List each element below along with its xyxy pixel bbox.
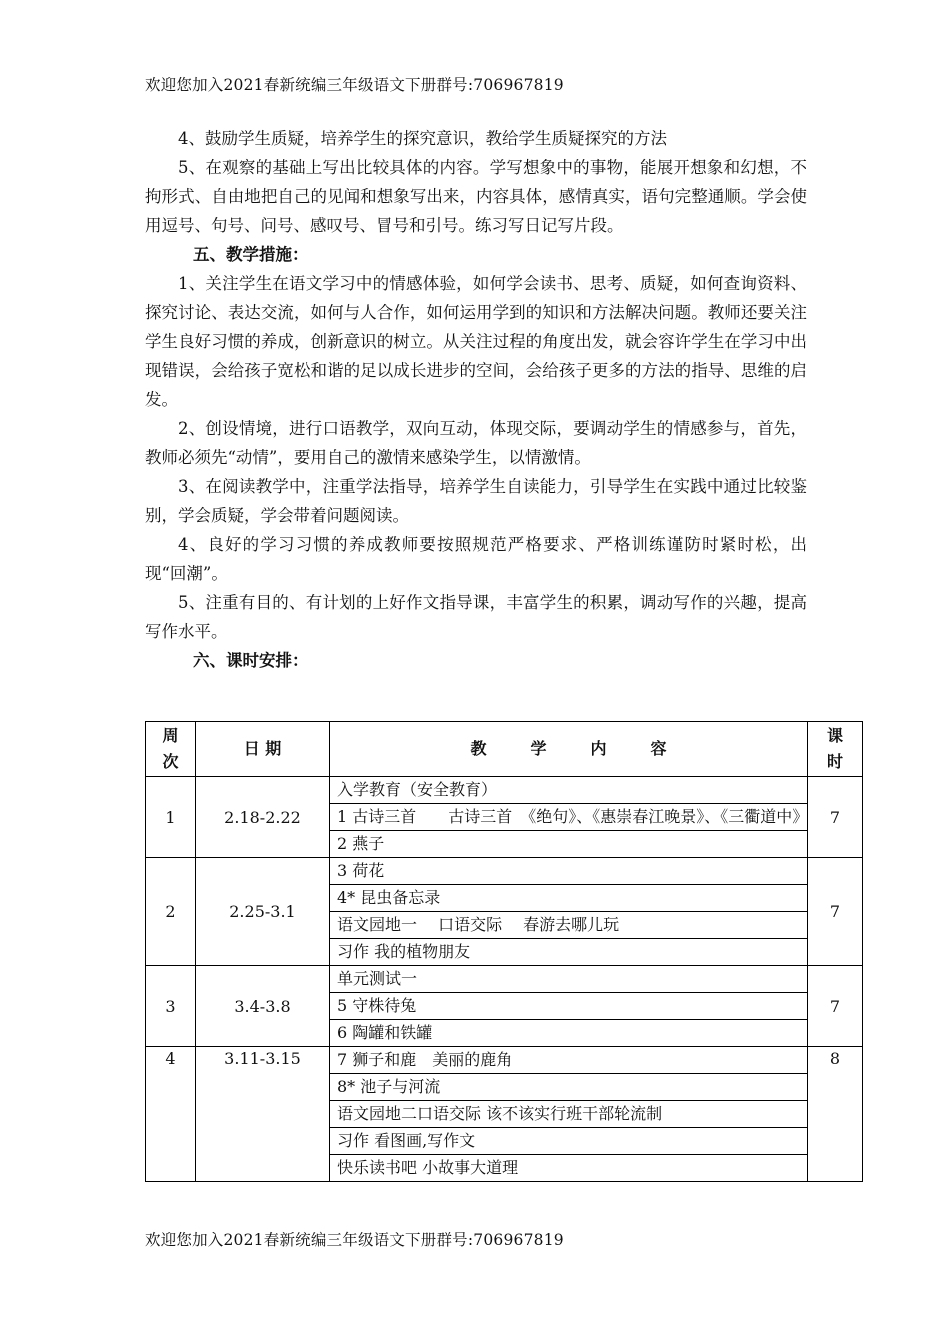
count-cell: 7 (808, 966, 863, 1047)
measure-paragraph-2: 2、创设情境，进行口语教学，双向互动，体现交际，要调动学生的情感参与，首先，教师必须先“动情”，要用自己的激情来感染学生，以情激情。 (145, 419, 807, 467)
content-item: 单元测试一 (330, 966, 808, 993)
date-cell: 2.18-2.22 (196, 777, 330, 858)
table-row (146, 1047, 863, 1074)
date-cell: 2.25-3.1 (196, 858, 330, 966)
goal-paragraph-4: 4、鼓励学生质疑，培养学生的探究意识，教给学生质疑探究的方法 (178, 129, 667, 148)
content-item: 4* 昆虫备忘录 (330, 885, 808, 912)
table-row (146, 966, 863, 993)
table-row (146, 858, 863, 885)
date-cell: 3.11-3.15 (196, 1047, 330, 1182)
table-header-row (146, 722, 863, 777)
document-body (145, 124, 807, 675)
week-cell: 2 (146, 858, 196, 966)
section-heading-measures: 五、教学措施： (193, 245, 309, 264)
content-item: 8* 池子与河流 (330, 1074, 808, 1101)
content-item: 5 守株待兔 (330, 993, 808, 1020)
goal-paragraph-5: 5、在观察的基础上写出比较具体的内容。学写想象中的事物，能展开想象和幻想，不拘形式、自由地把自己的见闻和想象写出来，内容具体，感情真实，语句完整通顺。学会使用逗号、句号、问号、感叹号、冒号和引号。练习写日记写片段。 (145, 158, 807, 235)
content-item: 6 陶罐和铁罐 (330, 1020, 808, 1047)
header-content: 教学内容 (330, 722, 808, 777)
content-item: 习作 看图画,写作文 (330, 1128, 808, 1155)
table-row (146, 777, 863, 804)
date-cell: 3.4-3.8 (196, 966, 330, 1047)
content-item: 3 荷花 (330, 858, 808, 885)
content-item: 2 燕子 (330, 831, 808, 858)
content-item: 快乐读书吧 小故事大道理 (330, 1155, 808, 1182)
count-cell: 7 (808, 777, 863, 858)
content-item: 7 狮子和鹿 美丽的鹿角 (330, 1047, 808, 1074)
header-date: 日 期 (196, 722, 330, 777)
content-item: 习作 我的植物朋友 (330, 939, 808, 966)
schedule-table (145, 721, 863, 1182)
week-cell: 4 (146, 1047, 196, 1182)
header-week: 周次 (146, 722, 196, 777)
measure-paragraph-4: 4、良好的学习习惯的养成教师要按照规范严格要求、严格训练谨防时紧时松，出现“回潮”。 (145, 535, 807, 583)
measure-paragraph-1: 1、关注学生在语文学习中的情感体验，如何学会读书、思考、质疑，如何查询资料、探究讨论、表达交流，如何与人合作，如何运用学到的知识和方法解决问题。教师还要关注学生良好习惯的养成，创新意识的树立。从关注过程的角度出发，就会容许学生在学习中出现错误，会给孩子宽松和谐的足以成长进步的空间，会给孩子更多的方法的指导、思维的启发。 (145, 274, 807, 409)
measure-paragraph-5: 5、注重有目的、有计划的上好作文指导课，丰富学生的积累，调动写作的兴趣，提高写作水平。 (145, 593, 807, 641)
count-cell: 8 (808, 1047, 863, 1182)
week-cell: 3 (146, 966, 196, 1047)
section-heading-schedule: 六、课时安排： (193, 651, 309, 670)
content-item: 语文园地一 口语交际 春游去哪儿玩 (330, 912, 808, 939)
page-footer: 欢迎您加入2021春新统编三年级语文下册群号:706967819 (145, 1231, 564, 1249)
measure-paragraph-3: 3、在阅读教学中，注重学法指导，培养学生自读能力，引导学生在实践中通过比较鉴别，学会质疑，学会带着问题阅读。 (145, 477, 807, 525)
header-count: 课时 (808, 722, 863, 777)
content-item: 入学教育（安全教育） (330, 777, 808, 804)
week-cell: 1 (146, 777, 196, 858)
content-item: 1 古诗三首 古诗三首 《绝句》、《惠崇春江晚景》、《三衢道中》 (330, 804, 808, 831)
count-cell: 7 (808, 858, 863, 966)
page-header: 欢迎您加入2021春新统编三年级语文下册群号:706967819 (145, 76, 564, 94)
content-item: 语文园地二口语交际 该不该实行班干部轮流制 (330, 1101, 808, 1128)
